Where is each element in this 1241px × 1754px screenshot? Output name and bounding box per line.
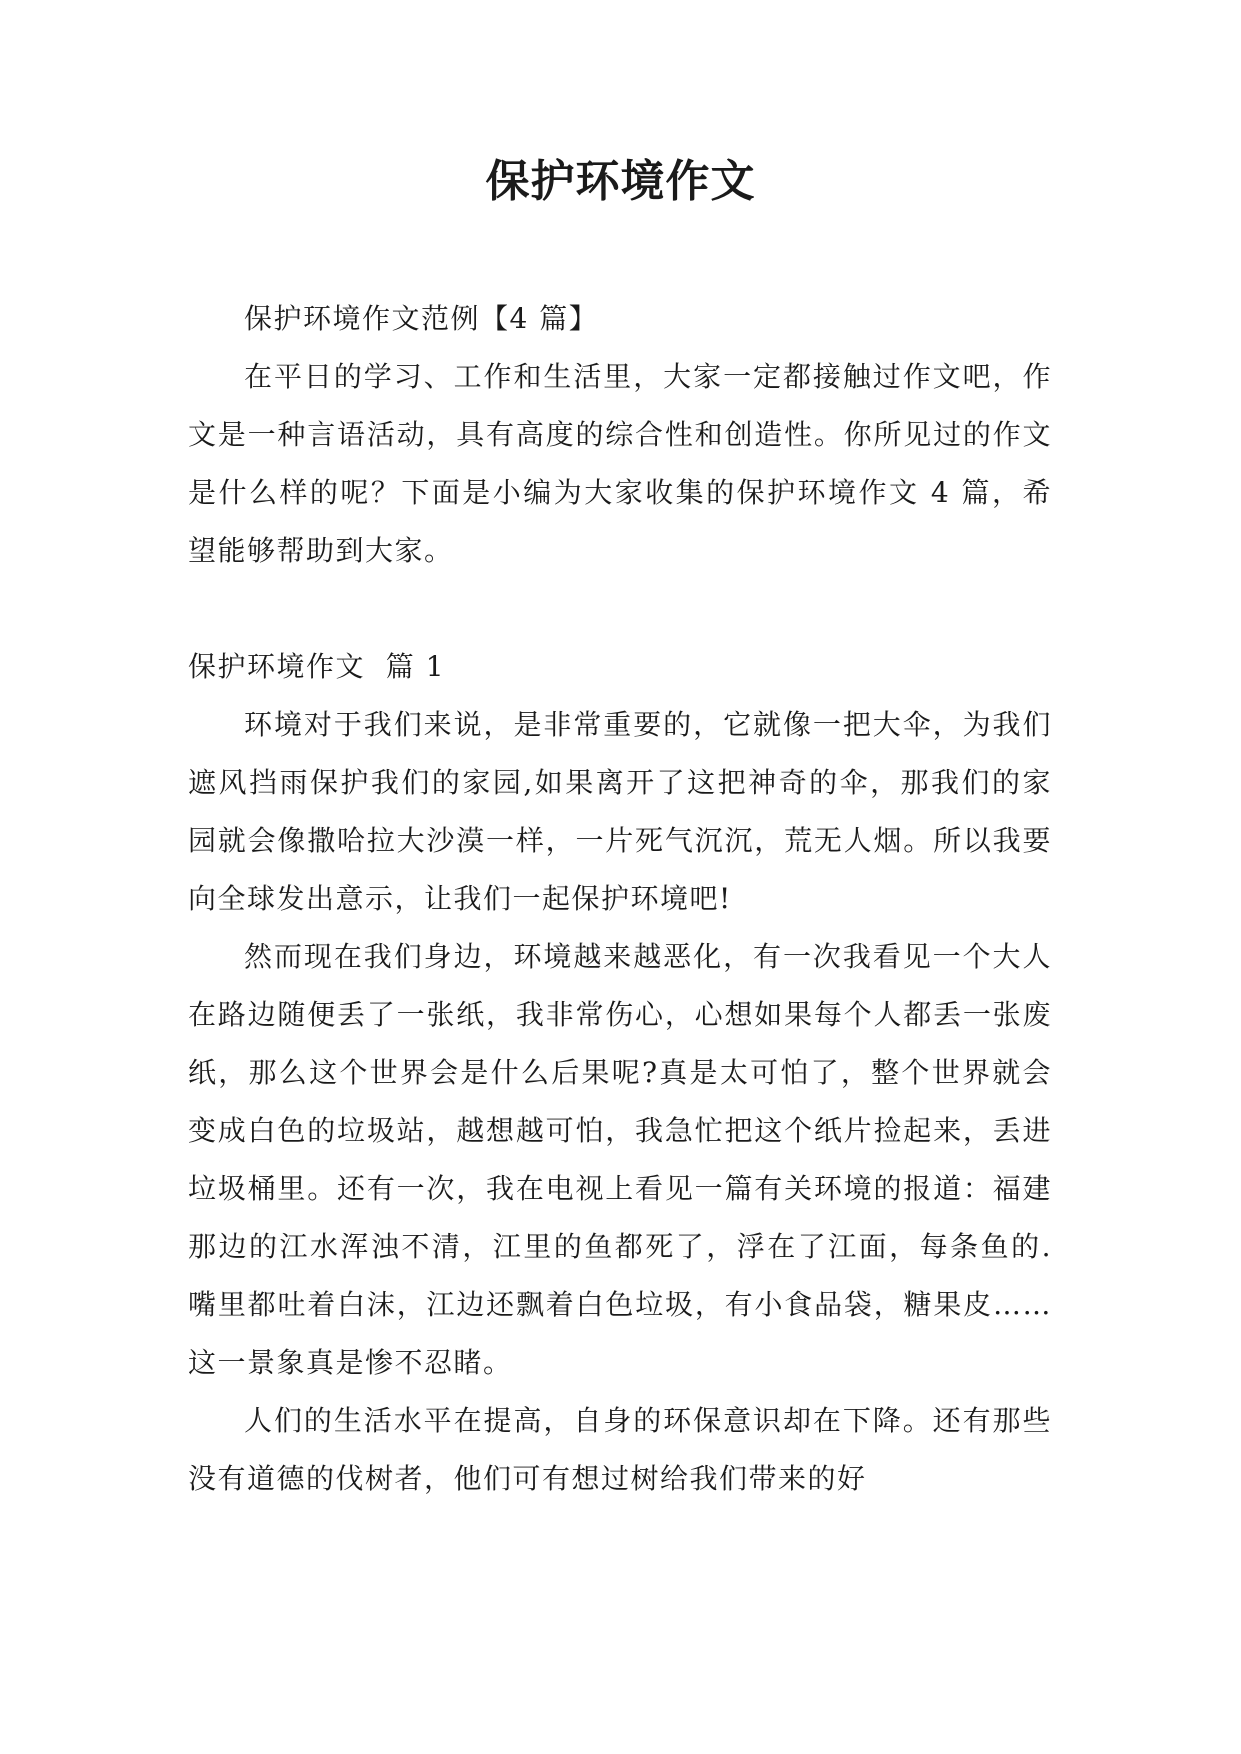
body-paragraph: 环境对于我们来说，是非常重要的，它就像一把大伞，为我们遮风挡雨保护我们的家园,如果离开了这把神奇的伞，那我们的家园就会像撒哈拉大沙漠一样，一片死气沉沉，荒无人烟。所以我要向全球发出意示，让我们一起保护环境吧!	[188, 708, 1052, 915]
body-paragraph: 然而现在我们身边，环境越来越恶化，有一次我看见一个大人在路边随便丢了一张纸，我非常伤心，心想如果每个人都丢一张废纸，那么这个世界会是什么后果呢?真是太可怕了，整个世界就会变成白色的垃圾站，越想越可怕，我急忙把这个纸片捡起来，丢进垃圾桶里。还有一次，我在电视上看见一篇有关环境的报道：福建那边的江水浑浊不清，江里的鱼都死了，浮在了江面，每条鱼的.嘴里都吐着白沫，江边还飘着白色垃圾，有小食品袋，糖果皮……这一景象真是惨不忍睹。	[188, 940, 1052, 1379]
document-title: 保护环境作文	[485, 156, 756, 207]
document-body	[188, 290, 1052, 1508]
body-paragraph: 人们的生活水平在提高，自身的环保意识却在下降。还有那些没有道德的伐树者，他们可有想过树给我们带来的好	[188, 1404, 1052, 1495]
section-heading: 保护环境作文 篇 1	[188, 650, 446, 683]
intro-paragraph: 在平日的学习、工作和生活里，大家一定都接触过作文吧，作文是一种言语活动，具有高度的综合性和创造性。你所见过的作文是什么样的呢？下面是小编为大家收集的保护环境作文 4 篇，希望能够帮助到大家。	[188, 360, 1052, 567]
document-subtitle: 保护环境作文范例【4 篇】	[244, 302, 599, 335]
